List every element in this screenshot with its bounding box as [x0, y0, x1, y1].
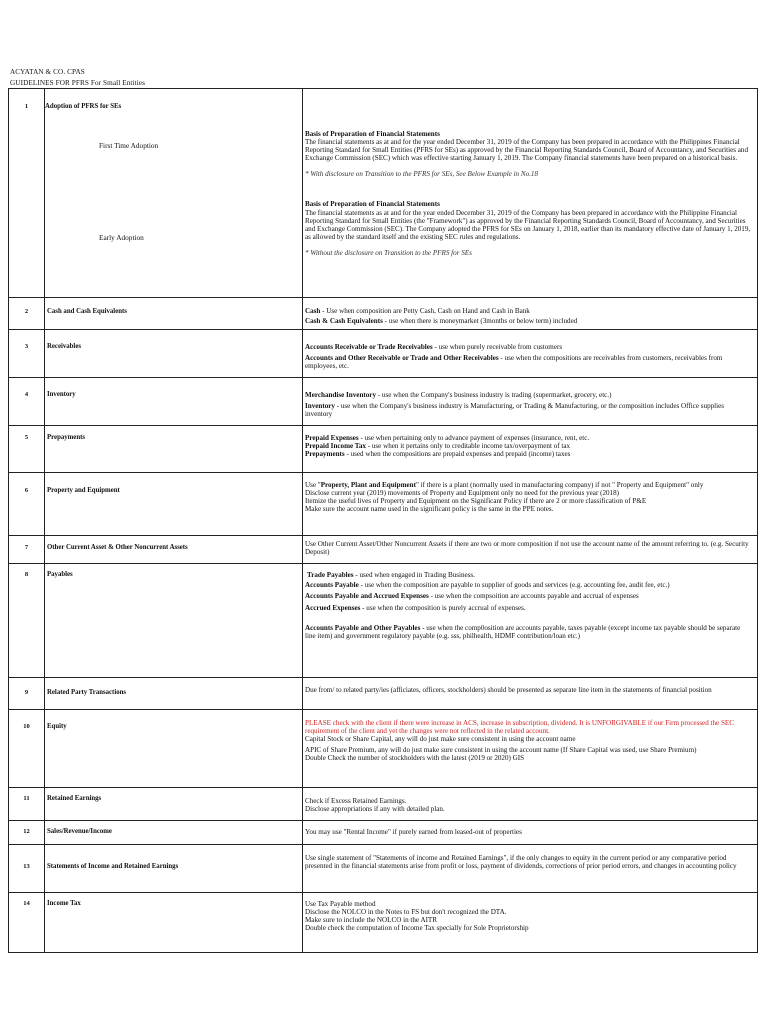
row-number: 1 — [9, 89, 45, 298]
term: Prepaid Expenses — [305, 434, 359, 442]
line: Itemize the useful lives of Property and Equipment on the Significant Policy if there are 2 or more classification of P&E — [305, 497, 647, 506]
row-description — [303, 788, 758, 821]
table-row — [9, 536, 758, 564]
row-number: 4 — [9, 378, 45, 426]
row-title: Income Tax — [45, 893, 303, 953]
definition: - use when the composition are payable to supplier of goods and services (e.g. accounting fee, audit fee, etc.) — [358, 581, 670, 590]
term: Accounts Receivable or Trade Receivables — [305, 343, 433, 351]
term: Trade Payables — [307, 571, 354, 579]
table-row — [9, 426, 758, 473]
row-title: Cash and Cash Equivalents — [45, 298, 303, 330]
line: Use single statement of "Statements of income and Retained Earnings", if the only changes to equity in the current period or any comparative period presented in the financial statements arise from profit or loss, payment of dividends, corrections of prior period errors, and changes in accounting policy — [305, 854, 737, 871]
row-description — [303, 821, 758, 845]
row-number: 14 — [9, 893, 45, 953]
first-basis-heading: Basis of Preparation of Financial Statements — [305, 130, 440, 138]
definition: - use when the composition is purely accrual of expenses. — [360, 604, 526, 613]
row-number: 2 — [9, 298, 45, 330]
row-number: 5 — [9, 426, 45, 473]
line: Double Check the number of stockholders with the latest (2019 or 2020) GIS — [305, 754, 525, 763]
term: Accounts Payable and Accrued Expenses — [305, 592, 429, 601]
early-basis-text: The financial statements as at and for the year ended December 31, 2019 of the Company has been prepared in accordance with the Philippine Financial Reporting Standard for Small Entities (the "Framework") as approved by the Financial Reporting Standards Council, Board of Accountancy, and Securities and Exchange Commission (SEC). The Company adopted the PFRS for SEs on January 1, 2018, earlier than its mandatory effective date of January 1, 2019, as allowed by the standard itself and the existing SEC rules and regulations. — [305, 208, 751, 241]
term: Prepaid Income Tax — [305, 442, 366, 451]
table-row — [9, 845, 758, 893]
row-title: Sales/Revenue/Income — [45, 821, 303, 845]
definition: - use when the compsoition are accounts payable and accrual of expenses — [428, 592, 639, 601]
first-time-adoption-label: First Time Adoption — [99, 141, 159, 150]
row-number: 13 — [9, 845, 45, 893]
row-number: 10 — [9, 710, 45, 788]
row-title-cell — [45, 89, 303, 298]
row-title: Property and Equipment — [45, 473, 303, 536]
table-row — [9, 893, 758, 953]
line: APIC of Share Premium, any will do just make sure consistent in using the account name (If Share Capital was used, use Share Premium) — [305, 746, 697, 755]
table-row — [9, 330, 758, 378]
row-title: Statements of Income and Retained Earnings — [45, 845, 303, 893]
definition: - use when the Company's business industry is trading (supermarket, grocery, etc.) — [376, 391, 612, 399]
row-title: Other Current Asset & Other Noncurrent Assets — [45, 536, 303, 564]
row-title: Equity — [45, 710, 303, 788]
definition: - use when purely receivable from customers — [432, 343, 563, 351]
row-number: 12 — [9, 821, 45, 845]
definition: - use when pertaining only to advance payment of expenses (insurance, rent, etc. — [358, 434, 590, 442]
row-description — [303, 426, 758, 473]
row-number: 8 — [9, 564, 45, 678]
definition: - use when the compositions are receivables from customers, receivables from employees, etc. — [305, 354, 723, 371]
table-row — [9, 788, 758, 821]
row-description — [303, 710, 758, 788]
definition: - use when it pertains only to creditable income tax/overpayment of tax — [365, 442, 571, 451]
table-row — [9, 821, 758, 845]
term: Inventory — [305, 402, 335, 411]
term: Accrued Expenses — [305, 604, 361, 613]
term: Cash — [305, 307, 321, 315]
row-number: 6 — [9, 473, 45, 536]
definition: - use when the comp0osition are accounts payable, taxes payable (except income tax payable should be separate line item) and government regulatory payable (e.g. sss, philhealth, HDMF contribution/loan etc.) — [305, 624, 741, 641]
term: Merchandise Inventory — [305, 391, 376, 399]
row-title: Adoption of PFRS for SEs — [45, 103, 122, 110]
row-description — [303, 564, 758, 678]
early-basis-heading: Basis of Preparation of Financial Statements — [305, 200, 440, 209]
row-description — [303, 536, 758, 564]
definition: " if there is a plant (normally used in manufacturing company) if not " Property and Equipment" only — [415, 481, 704, 489]
definition: - used when the compositions are prepaid expenses and prepaid (income) taxes — [344, 450, 571, 459]
table-row — [9, 678, 758, 710]
line: Use Tax Payable method — [305, 900, 376, 908]
row-description — [303, 298, 758, 330]
row-number: 3 — [9, 330, 45, 378]
term: Accounts Payable and Other Payables — [305, 624, 421, 633]
line: Disclose current year (2019) movements of Property and Equipment only no need for the previous year (2018) — [305, 489, 620, 498]
text: Use " — [305, 481, 321, 489]
term: Accounts and Other Receivable or Trade and Other Receivables — [305, 354, 499, 363]
row-title: Receivables — [45, 330, 303, 378]
line: Capital Stock or Share Capital, any will do just make sure consistent in using the account name — [305, 735, 576, 744]
line: Make sure the account name used in the significant policy is the same in the PPE notes. — [305, 505, 554, 514]
line: Due from/ to related party/ies (afficiates, officers, stockholders) should be presented as separate line item in the statements of financial position — [305, 686, 712, 694]
line: Disclose the NOLCO in the Notes to FS but don't recognized the DTA. — [305, 908, 507, 917]
table-row — [9, 473, 758, 536]
row-description — [303, 89, 758, 298]
table-row — [9, 89, 758, 298]
table-row — [9, 298, 758, 330]
first-basis-note: * With disclosure on Transition to the PFRS for SEs, See Below Example in No.18 — [305, 170, 539, 179]
term: Property, Plant and Equipment — [320, 481, 416, 489]
definition: - used when engaged in Trading Business. — [353, 571, 475, 579]
row-description — [303, 678, 758, 710]
row-description — [303, 330, 758, 378]
line: You may use "Rental Income" if purely earned from leased-out of properties — [305, 828, 522, 836]
row-title: Related Party Transactions — [45, 678, 303, 710]
row-title: Inventory — [45, 378, 303, 426]
row-description — [303, 473, 758, 536]
row-description — [303, 378, 758, 426]
term: Cash & Cash Equivalents — [305, 317, 383, 326]
term: Accounts Payable — [305, 581, 359, 590]
definition: - use when the Company's business industry is Manufacturing, or Trading & Manufacturing, or the composition includes Office supplies inventory — [305, 402, 725, 419]
row-number: 7 — [9, 536, 45, 564]
guidelines-table — [8, 88, 758, 953]
warning-text: PLEASE check with the client if there were increase in ACS, increase in subscription, dividend. It is UNFORGIVABLE if our Firm processed the SEC requirement of the client and yet the changes were not reflected in the related account. — [305, 719, 734, 736]
row-description — [303, 845, 758, 893]
row-number: 11 — [9, 788, 45, 821]
line: Make sure to include the NOLCO in the AITR — [305, 916, 437, 925]
row-number: 9 — [9, 678, 45, 710]
row-description — [303, 893, 758, 953]
line: Check if Excess Retained Earnings. — [305, 797, 407, 805]
definition: - Use when composition are Petty Cash, Cash on Hand and Cash in Bank — [320, 307, 530, 315]
row-title: Prepayments — [45, 426, 303, 473]
row-title: Retained Earnings — [45, 788, 303, 821]
first-basis-text: The financial statements as at and for the year ended December 31, 2019 of the Company has been prepared in accordance with the Philippines Financial Reporting Standard for Small Entities (PFRS for SEs) as approved by the Financial Reporting Standards Council, Board of Accountancy, and Securities and Exchange Commission (SEC) which was effective starting January 1, 2019. The Company financial statements have been prepared on a historical basis. — [305, 138, 749, 163]
line: Use Other Current Asset/Other Noncurrent Assets if there are two or more composition if not use the account name of the amount referring to. (e.g. Security Deposit) — [305, 540, 749, 557]
line: Disclose appropriations if any with detailed plan. — [305, 805, 445, 814]
row-title: Payables — [45, 564, 303, 678]
term: Prepayments — [305, 450, 345, 459]
table-row — [9, 564, 758, 678]
definition: - use when there is moneymarket (3months or below term) included — [382, 317, 578, 326]
table-row — [9, 710, 758, 788]
early-adoption-label: Early Adoption — [99, 233, 144, 242]
line: Double check the computation of Income Tax specially for Sole Proprietorship — [305, 924, 529, 933]
document-subtitle: GUIDELINES FOR PFRS For Small Entities — [10, 79, 145, 87]
table-row — [9, 378, 758, 426]
firm-name: ACYATAN & CO. CPAS — [10, 68, 85, 76]
early-basis-note: * Without the disclosure on Transition to the PFRS for SEs — [305, 248, 472, 257]
